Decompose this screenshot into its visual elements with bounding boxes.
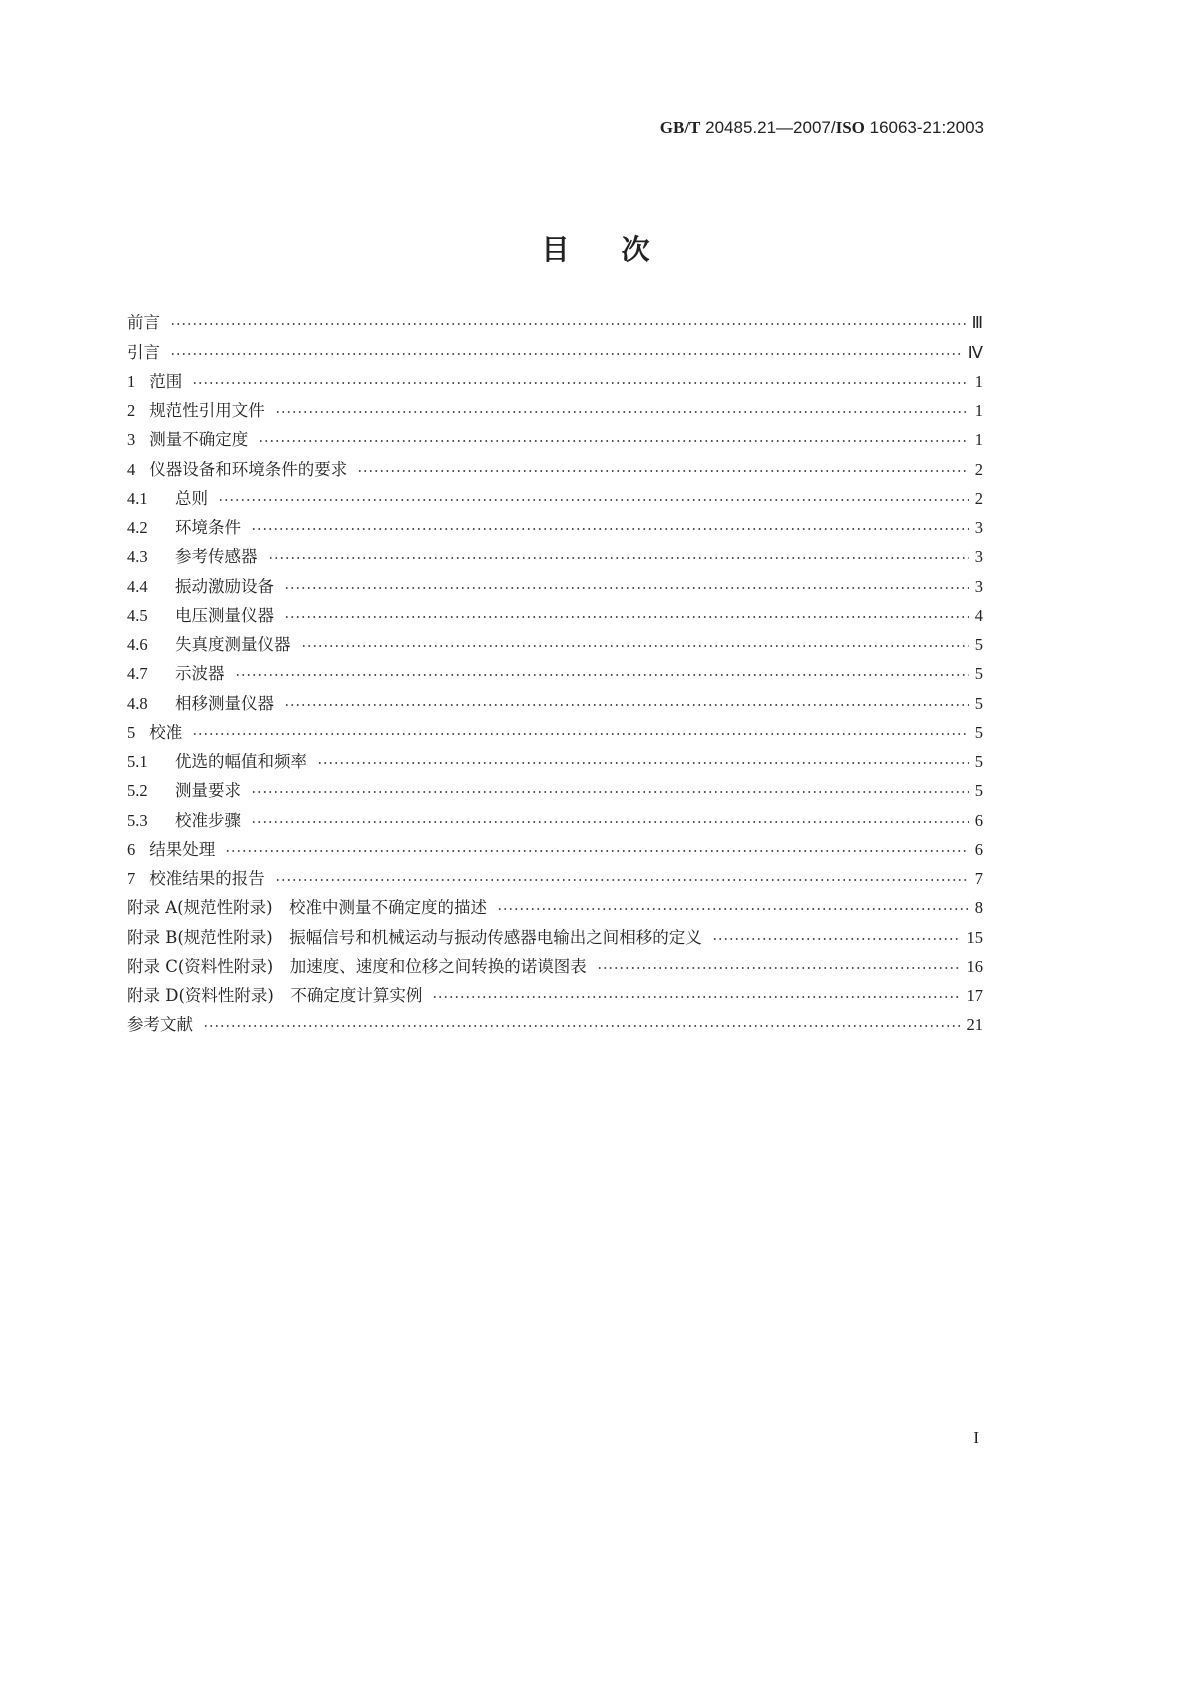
toc-entry-title: 结果处理 [149, 839, 216, 859]
toc-entry[interactable] [127, 831, 983, 860]
toc-entry-number: 2 [127, 401, 136, 420]
dot-leader [258, 438, 969, 444]
dot-leader [284, 585, 969, 591]
toc-entry[interactable] [127, 801, 983, 830]
toc-entry[interactable] [127, 977, 983, 1006]
toc-entry[interactable] [127, 1006, 983, 1035]
toc-entry-title: 引言 [127, 342, 160, 362]
toc-entry-page: 21 [966, 1015, 983, 1035]
toc-entry-page: 5 [974, 752, 983, 771]
dot-leader [251, 526, 969, 532]
toc-entry-number: 4.3 [127, 547, 148, 567]
toc-entry[interactable] [127, 772, 983, 801]
toc-entry[interactable] [127, 421, 983, 450]
dot-leader [432, 994, 960, 1000]
toc-entry-number: 7 [127, 869, 136, 888]
toc-entry-page: 3 [974, 547, 983, 567]
dot-leader [497, 906, 969, 912]
toc-entry-page: 7 [974, 869, 983, 888]
dot-leader [317, 760, 969, 766]
toc-entry[interactable] [127, 889, 983, 918]
toc-entry[interactable] [127, 392, 983, 421]
std-prefix: GB/T [659, 118, 701, 137]
toc-entry-page: 3 [974, 576, 983, 596]
toc-entry-number: 5.2 [127, 781, 148, 801]
toc-entry[interactable] [127, 509, 983, 538]
toc-entry-page: 17 [966, 986, 983, 1005]
toc-entry-number: 5.3 [127, 810, 148, 830]
page-title: 目次 [541, 233, 702, 266]
toc-entry[interactable] [127, 450, 983, 479]
toc-entry-title: 规范性引用文件 [149, 401, 265, 420]
toc-entry[interactable] [127, 597, 983, 626]
toc-entry[interactable] [127, 655, 983, 684]
toc-entry[interactable] [127, 363, 983, 392]
dot-leader [357, 468, 969, 474]
toc-entry-page: 5 [974, 781, 983, 801]
iso-prefix: ISO [835, 118, 865, 137]
dot-leader [301, 643, 969, 649]
toc-entry-title: 参考文献 [127, 1015, 193, 1035]
toc-entry-number: 4 [127, 459, 136, 479]
toc-entry-title: 示波器 [175, 664, 225, 684]
toc-entry-page: 1 [974, 401, 983, 420]
toc-entry[interactable] [127, 948, 983, 977]
dot-leader [203, 1023, 961, 1029]
toc-entry[interactable] [127, 480, 983, 509]
toc-entry-page: 1 [974, 430, 983, 450]
toc-entry-number: 3 [127, 430, 136, 450]
dot-leader [218, 497, 969, 503]
toc-entry-number: 4.8 [127, 693, 148, 713]
toc-entry-title: 振动激励设备 [175, 576, 274, 596]
toc-entry-title: 校准 [149, 722, 183, 742]
iso-number: 16063-21:2003 [869, 118, 984, 137]
toc-entry-number: 4.6 [127, 635, 148, 654]
dot-leader [275, 877, 969, 883]
toc-entry-page: 5 [974, 635, 983, 654]
toc-entry[interactable] [127, 538, 983, 567]
toc-entry-title: 校准结果的报告 [149, 869, 265, 888]
toc-entry-page: 3 [974, 518, 983, 537]
dot-leader [275, 409, 969, 415]
standard-header [660, 118, 984, 138]
dot-leader [251, 789, 969, 795]
table-of-contents [127, 304, 983, 1035]
dot-leader [192, 731, 969, 737]
toc-entry-number: 6 [127, 839, 136, 859]
toc-entry-number: 5 [127, 722, 136, 742]
toc-entry-title: 附录 B(规范性附录) 振幅信号和机械运动与振动传感器电输出之间相移的定义 [127, 927, 702, 947]
toc-entry-page: 1 [974, 371, 983, 391]
toc-entry-title: 总则 [175, 488, 208, 508]
dot-leader [712, 936, 961, 942]
toc-entry-title: 相移测量仪器 [175, 693, 274, 713]
toc-entry-title: 范围 [149, 371, 183, 391]
toc-entry[interactable] [127, 714, 983, 743]
std-number: 20485.21—2007/ [705, 118, 836, 137]
dot-leader [192, 380, 969, 386]
toc-entry-title: 测量不确定度 [149, 430, 249, 450]
toc-entry-page: 5 [974, 664, 983, 684]
toc-entry-page: 4 [974, 605, 983, 625]
toc-entry-number: 4.7 [127, 664, 148, 684]
toc-entry-title: 仪器设备和环境条件的要求 [149, 459, 348, 479]
toc-entry-page: Ⅲ [971, 313, 983, 333]
toc-entry-page: 5 [974, 722, 983, 742]
toc-entry-title: 电压测量仪器 [175, 605, 274, 625]
toc-entry-title: 校准步骤 [175, 810, 241, 830]
toc-entry-number: 4.4 [127, 576, 148, 596]
dot-leader [597, 965, 961, 971]
dot-leader [170, 321, 966, 327]
toc-entry-title: 环境条件 [175, 518, 241, 537]
toc-entry[interactable] [127, 567, 983, 596]
toc-entry-page: 15 [966, 927, 983, 947]
dot-leader [268, 555, 969, 561]
toc-entry-page: 2 [974, 488, 983, 508]
dot-leader [251, 819, 969, 825]
toc-entry-page: 8 [974, 898, 983, 918]
toc-entry[interactable] [127, 304, 983, 333]
toc-entry[interactable] [127, 918, 983, 947]
toc-entry-number: 4.1 [127, 488, 148, 508]
dot-leader [225, 848, 969, 854]
toc-entry-page: 16 [966, 956, 983, 976]
toc-entry-page: 5 [974, 693, 983, 713]
dot-leader [235, 672, 969, 678]
toc-entry[interactable] [127, 333, 983, 362]
toc-entry-title: 失真度测量仪器 [175, 635, 291, 654]
dot-leader [170, 351, 962, 357]
toc-entry-number: 5.1 [127, 752, 148, 771]
toc-entry-title: 附录 D(资料性附录) 不确定度计算实例 [127, 986, 423, 1005]
toc-entry-page: 2 [974, 459, 983, 479]
toc-entry-title: 附录 A(规范性附录) 校准中测量不确定度的描述 [127, 898, 488, 918]
toc-entry[interactable] [127, 684, 983, 713]
dot-leader [284, 614, 969, 620]
toc-entry[interactable] [127, 626, 983, 655]
toc-entry-title: 参考传感器 [175, 547, 258, 567]
toc-entry-number: 1 [127, 371, 136, 391]
toc-entry[interactable] [127, 743, 983, 772]
toc-entry-title: 优选的幅值和频率 [175, 752, 307, 771]
toc-entry-title: 测量要求 [175, 781, 241, 801]
dot-leader [284, 702, 969, 708]
toc-entry-title: 前言 [127, 313, 160, 333]
toc-entry-page: 6 [974, 839, 983, 859]
toc-entry-title: 附录 C(资料性附录) 加速度、速度和位移之间转换的诺谟图表 [127, 956, 587, 976]
toc-entry-number: 4.5 [127, 605, 148, 625]
page-number: I [973, 1428, 979, 1447]
toc-entry[interactable] [127, 860, 983, 889]
toc-entry-page: 6 [974, 810, 983, 830]
toc-entry-page: Ⅳ [967, 342, 983, 362]
toc-entry-number: 4.2 [127, 518, 148, 537]
